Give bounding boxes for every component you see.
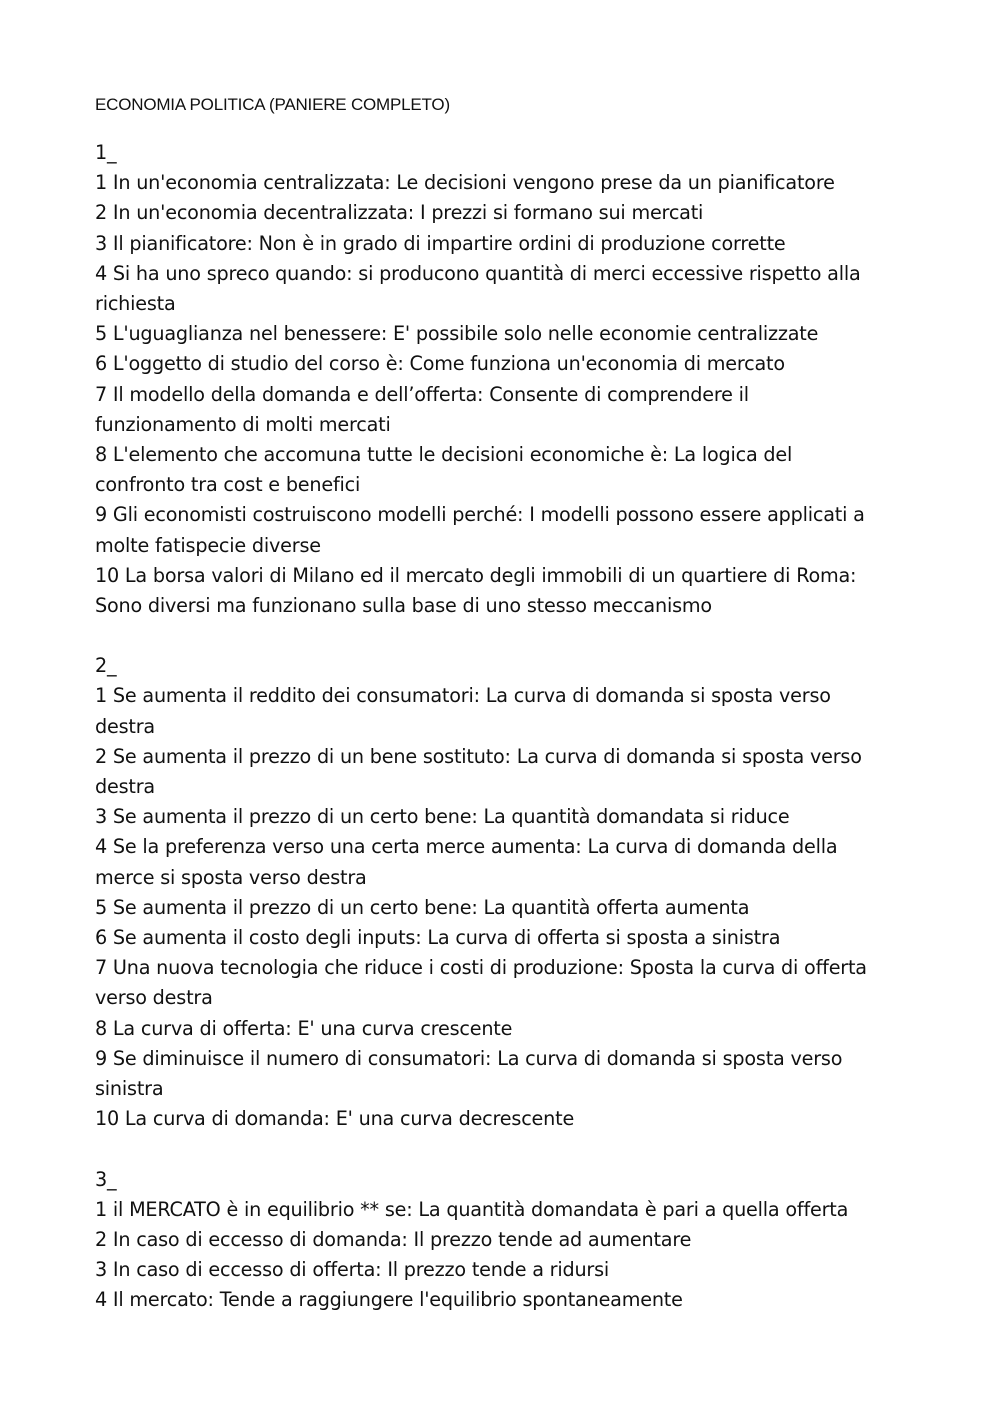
text-line: 3 In caso di eccesso di offerta: Il prezzo tende a ridursi bbox=[95, 1258, 610, 1282]
text-line: merce si sposta verso destra bbox=[95, 865, 367, 889]
document-body bbox=[95, 138, 925, 1316]
text-line: 1 In un'economia centralizzata: Le decisioni vengono prese da un pianificatore bbox=[95, 171, 835, 195]
text-line: 7 Il modello della domanda e dell’offerta: Consente di comprendere il bbox=[95, 382, 749, 406]
text-line: Sono diversi ma funzionano sulla base di uno stesso meccanismo bbox=[95, 594, 712, 618]
section-1 bbox=[95, 138, 925, 621]
text-line: molte fatispecie diverse bbox=[95, 533, 321, 557]
text-line: 3 Il pianificatore: Non è in grado di impartire ordini di produzione corrette bbox=[95, 231, 786, 255]
text-line: 6 Se aumenta il costo degli inputs: La curva di offerta si sposta a sinistra bbox=[95, 926, 781, 950]
section-2 bbox=[95, 651, 925, 1134]
section-heading: 3_ bbox=[95, 1167, 117, 1191]
text-line: 10 La curva di domanda: E' una curva decrescente bbox=[95, 1107, 575, 1131]
text-line: 9 Se diminuisce il numero di consumatori: La curva di domanda si sposta verso bbox=[95, 1046, 843, 1070]
text-line: verso destra bbox=[95, 986, 213, 1010]
section-heading: 2_ bbox=[95, 654, 117, 678]
text-line: funzionamento di molti mercati bbox=[95, 412, 391, 436]
document-title: ECONOMIA POLITICA (PANIERE COMPLETO) bbox=[95, 95, 450, 114]
text-line: sinistra bbox=[95, 1077, 164, 1101]
document-page bbox=[95, 94, 925, 1346]
text-line: 7 Una nuova tecnologia che riduce i costi di produzione: Sposta la curva di offerta bbox=[95, 956, 867, 980]
text-line: destra bbox=[95, 714, 155, 738]
text-line: 1 Se aumenta il reddito dei consumatori: La curva di domanda si sposta verso bbox=[95, 684, 831, 708]
text-line: 5 L'uguaglianza nel benessere: E' possibile solo nelle economie centralizzate bbox=[95, 322, 819, 346]
text-line: 10 La borsa valori di Milano ed il mercato degli immobili di un quartiere di Roma: bbox=[95, 563, 857, 587]
text-line: 2 In caso di eccesso di domanda: Il prezzo tende ad aumentare bbox=[95, 1227, 692, 1251]
text-line: 1 il MERCATO è in equilibrio ** se: La quantità domandata è pari a quella offerta bbox=[95, 1197, 849, 1221]
text-line: 2 In un'economia decentralizzata: I prezzi si formano sui mercati bbox=[95, 201, 704, 225]
text-line: 4 Se la preferenza verso una certa merce aumenta: La curva di domanda della bbox=[95, 835, 838, 859]
text-line: richiesta bbox=[95, 292, 176, 316]
text-line: 3 Se aumenta il prezzo di un certo bene: La quantità domandata si riduce bbox=[95, 805, 790, 829]
text-line: destra bbox=[95, 775, 155, 799]
text-line: confronto tra cost e benefici bbox=[95, 473, 361, 497]
text-line: 8 La curva di offerta: E' una curva crescente bbox=[95, 1016, 513, 1040]
section-3 bbox=[95, 1165, 925, 1316]
text-line: 8 L'elemento che accomuna tutte le decisioni economiche è: La logica del bbox=[95, 443, 793, 467]
text-line: 4 Si ha uno spreco quando: si producono quantità di merci eccessive rispetto alla bbox=[95, 261, 861, 285]
text-line: 6 L'oggetto di studio del corso è: Come funziona un'economia di mercato bbox=[95, 352, 785, 376]
text-line: 5 Se aumenta il prezzo di un certo bene: La quantità offerta aumenta bbox=[95, 895, 750, 919]
text-line: 4 Il mercato: Tende a raggiungere l'equilibrio spontaneamente bbox=[95, 1288, 683, 1312]
text-line: 9 Gli economisti costruiscono modelli perché: I modelli possono essere applicati a bbox=[95, 503, 865, 527]
text-line: 2 Se aumenta il prezzo di un bene sostituto: La curva di domanda si sposta verso bbox=[95, 744, 862, 768]
section-heading: 1_ bbox=[95, 141, 117, 164]
